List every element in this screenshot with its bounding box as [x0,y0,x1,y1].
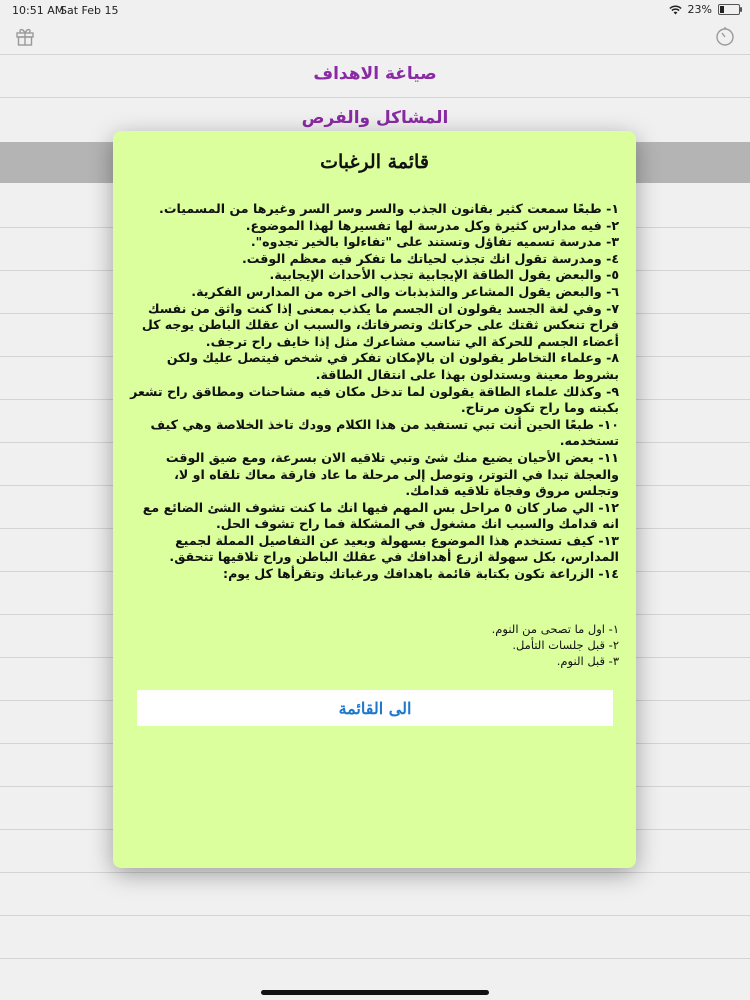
gift-icon[interactable] [14,25,36,47]
list-item: ١٤- الزراعة تكون بكتابة قائمة باهدافك ورغباتك وتقرأها كل يوم: [223,566,619,582]
menu-item-problems[interactable]: المشاكل والفرص [301,108,449,128]
modal-title: قائمة الرغبات [320,151,429,173]
list-item: ٢- فيه مدارس كثيرة وكل مدرسة لها تفسيرها لهذا الموضوع. [245,217,619,233]
back-to-list-button[interactable]: الى القائمة [137,690,613,726]
sub-list [129,621,619,669]
list-item: ١- طبعًا سمعت كثير بقانون الجذب والسر وسر السر وغيرها من المسميات. [159,201,619,216]
timer-icon[interactable] [714,25,736,47]
list-item: ٣- مدرسة تسميه تفاؤل وتستند على "تفاءلوا بالخير تجدوه". [250,234,619,250]
home-indicator[interactable] [261,990,489,995]
list-item: ٦- والبعض يقول المشاعر والتذبذبات والى اخره من المدارس الفكرية. [191,283,619,299]
list-item: ٥- والبعض يقول الطاقة الإيجابية تجذب الأحداث الإيجابية. [269,267,619,283]
list-item: ١٠- طبعًا الحين أنت تبي تستفيد من هذا الكلام وودك تاخذ الخلاصة وهي كيف تستخدمه. [150,416,619,449]
list-item: ٨- وعلماء التخاطر يقولون ان بالإمكان تفكر في شخص فيتصل عليك ولكن بشروط معينة ويستدلون بهذا على انتقال الطاقة. [166,350,619,382]
menu-item-goals[interactable]: صياغة الاهداف [313,64,437,84]
status-bar [0,0,750,20]
row-divider [0,872,750,873]
battery-percent: 23% [687,3,712,16]
row-divider [0,958,750,959]
wifi-icon [669,5,682,15]
row-divider [0,54,750,55]
list-item: ١٢- الي صار كان ٥ مراحل بس المهم فيها انك ما كنت تشوف الشئ الضائع مع انه قدامك والسبب انك مشغول في المشكلة فما راح تشوف الحل. [142,499,619,532]
status-time: 10:51 AM [12,4,65,17]
list-item: ٩- وكذلك علماء الطاقة يقولون لما تدخل مكان فيه مشاحنات ومطاقق راح تشعر بكبته وما راح تكون مرتاح. [130,383,619,416]
sub-list-item: ٢- قبل جلسات التأمل. [512,638,619,652]
row-divider [0,97,750,98]
wishlist-modal [113,131,636,868]
list-item: ١١- بعض الأحيان يضيع منك شئ وتبي تلاقيه الان بسرعة، ومع ضيق الوقت والعجلة تبدا في التوتر، وتوصل إلى مرحلة ما عاد فارقة معاك تلقاه او لا، وتجلس مروق وفجاة تلاقيه قدامك. [165,449,619,499]
battery-level [720,6,724,13]
status-indicators [669,3,740,16]
list-item: ١٣- كيف تستخدم هذا الموضوع بسهولة وبعيد عن التفاصيل المملة لجميع المدارس، بكل سهولة ازرع أهدافك في عقلك الباطن وراح تلاقيها تتحقق. [169,532,619,565]
row-divider [0,915,750,916]
sub-list-item: ٣- قبل النوم. [556,654,619,668]
sub-list-item: ١- اول ما تصحى من النوم. [491,622,619,636]
status-date: Sat Feb 15 [60,4,119,17]
list-item: ٤- ومدرسة تقول انك تجذب لحياتك ما تفكر فيه معظم الوقت. [241,250,619,266]
battery-icon [718,4,740,15]
modal-body [129,201,619,583]
list-item: ٧- وفي لغة الجسد يقولون ان الجسم ما يكذب بمعنى إذا كنت واثق من نفسك فراح تنعكس ثقتك على حركاتك وتصرفاتك، والسبب ان عقلك الباطن يوجه كل أعضاء الجسم للحركة الي تناسب مشاعرك مثل إذا خايف راح ترجف. [141,300,619,349]
